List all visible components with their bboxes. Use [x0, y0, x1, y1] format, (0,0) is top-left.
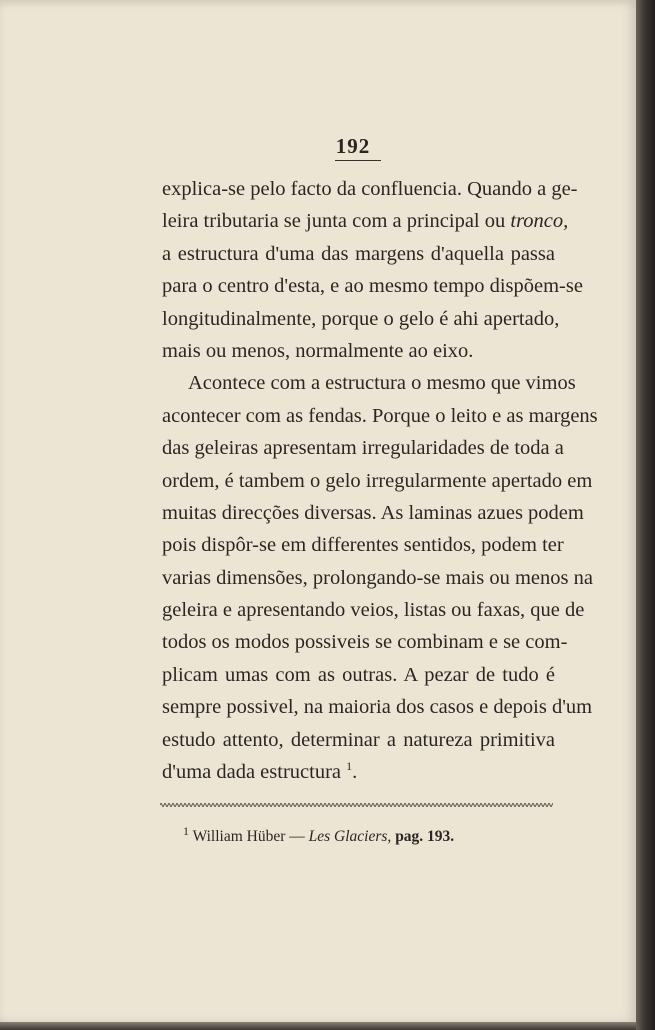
text-line-10: ordem, é tambem o gelo irregularmente apertado em [162, 469, 593, 492]
text-line-8: acontecer com as fendas. Porque o leito e as margens [162, 404, 598, 427]
footnote-author: William Hüber — [192, 828, 305, 845]
footnote-page: pag. 193. [395, 828, 455, 845]
wavy-divider [160, 801, 553, 809]
text-line-6: mais ou menos, normalmente ao eixo. [162, 339, 474, 362]
text-line-4: para o centro d'esta, e ao mesmo tempo dispõem-se [162, 275, 583, 298]
text-line-19: d'uma dada estructura $^1$. [162, 759, 358, 784]
text-line-5: longitudinalmente, porque o gelo é ahi apertado, [162, 307, 560, 330]
book-bottom-edge [0, 1022, 636, 1030]
page-number: 192 [335, 134, 371, 158]
text-line-1: explica-se pelo facto da confluencia. Quando a ge- [162, 178, 578, 200]
footnote [183, 823, 455, 846]
text-line-15: todos os modos possiveis se combinam e se com- [162, 631, 568, 654]
footnote-marker: 1 [183, 823, 189, 838]
text-line-17: sempre possivel, na maioria dos casos e depois d'um [162, 696, 593, 719]
text-line-11: muitas direcções diversas. As laminas azues podem [162, 501, 584, 524]
text-line-13: varias dimensões, prolongando-se mais ou menos na [162, 566, 593, 589]
text-line-18: estudo attento, determinar a natureza primitiva [162, 728, 555, 751]
text-line-16: plicam umas com as outras. A pezar de tudo é [162, 663, 555, 686]
text-line-7: Acontece com a estructura o mesmo que vimos [188, 372, 576, 395]
footnote-title: Les Glaciers, [308, 828, 392, 845]
text-line-9: das geleiras apresentam irregularidades de toda a [162, 437, 564, 460]
text-line-14: geleira e apresentando veios, listas ou faxas, que de [162, 599, 585, 622]
text-line-3: a estructura d'uma das margens d'aquella passa [162, 242, 555, 265]
italic-word: tronco, [510, 210, 569, 233]
body-text [162, 173, 598, 788]
footnote-reference: 1 [346, 759, 353, 774]
text-line-2: leira tributaria se junta com a principal ou tronco, [162, 210, 569, 233]
page-number-rule [335, 160, 381, 161]
text-line-12: pois dispôr-se em differentes sentidos, podem ter [162, 534, 564, 557]
